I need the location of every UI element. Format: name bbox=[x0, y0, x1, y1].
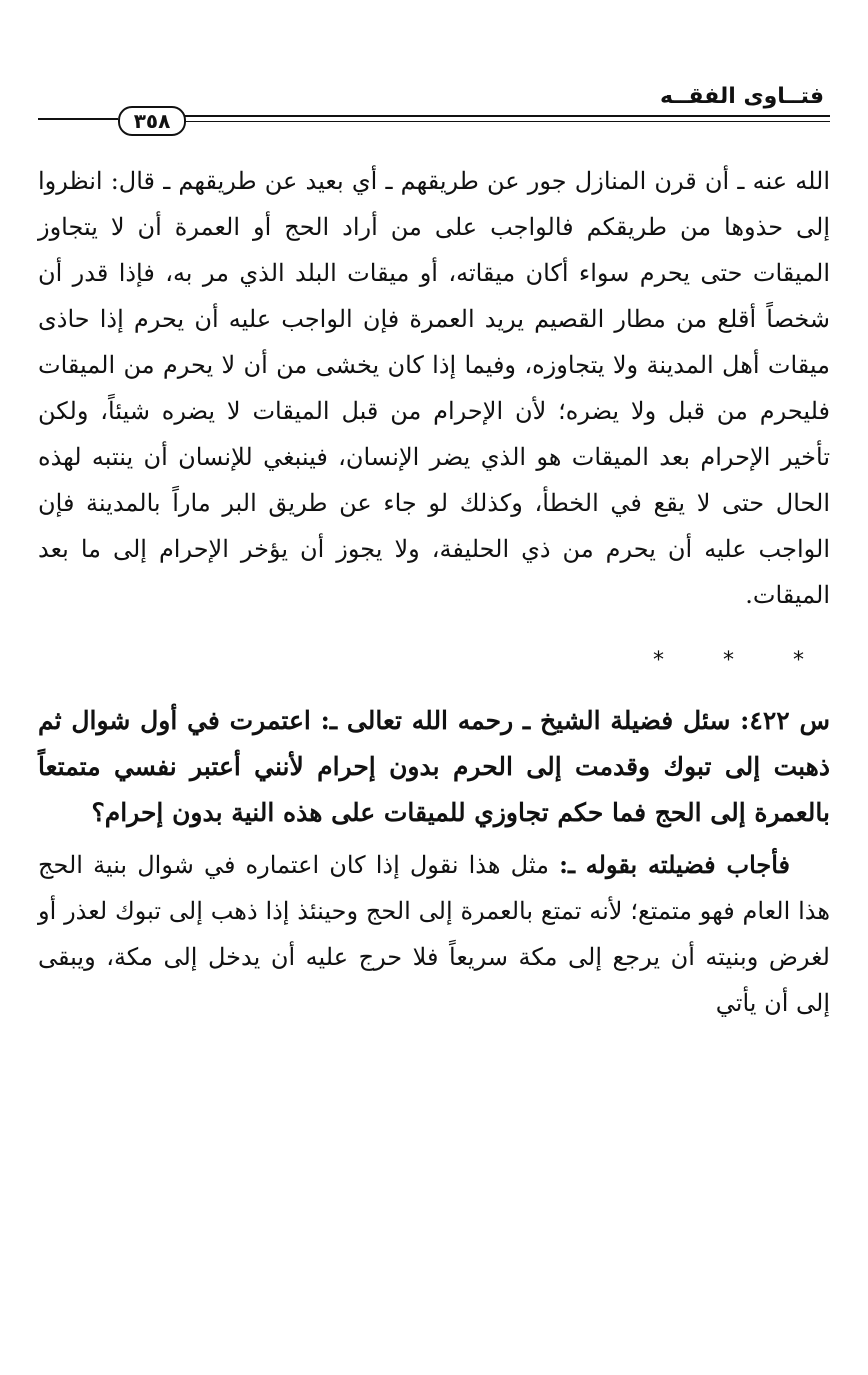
answer-paragraph bbox=[38, 842, 830, 1026]
page-header bbox=[38, 70, 830, 133]
header-rule bbox=[184, 115, 830, 117]
book-page bbox=[38, 70, 830, 1270]
page-body bbox=[38, 158, 830, 1026]
continuation-paragraph: الله عنه ـ أن قرن المنازل جور عن طريقهم ـ أي بعيد عن طريقهم ـ قال: انظروا إلى حذوها من طريقكم فالواجب على من أراد الحج أو العمرة أن لا يتجاوز الميقات حتى يحرم سواء أكان ميقاته، أو ميقات البلد الذي مر به، فإذا قدر أن شخصاً أقلع من مطار القصيم يريد العمرة فإن الواجب عليه أن يحرم إذا حاذى ميقات أهل المدينة ولا يتجاوزه، وفيما إذا كان يخشى من أن لا يحرم من الميقات فليحرم من قبل ولا يضره؛ لأن الإحرام من قبل الميقات لا يضره شيئاً، ولكن تأخير الإحرام بعد الميقات هو الذي يضر الإنسان، فينبغي للإنسان أن ينتبه لهذه الحال حتى لا يقع في الخطأ، وكذلك لو جاء عن طريق البر ماراً بالمدينة فإن الواجب عليه أن يحرم من ذي الحليفة، ولا يجوز أن يؤخر الإحرام إلى ما بعد الميقات. bbox=[38, 167, 831, 609]
answer-text: مثل هذا نقول إذا كان اعتماره في شوال بنية الحج هذا العام فهو متمتع؛ لأنه تمتع بالعمرة إلى الحج وحينئذ إذا ذهب إلى تبوك لعذر أو لغرض وبنيته أن يرجع إلى مكة سريعاً فلا حرج عليه أن يدخل إلى مكة، ويبقى إلى أن يأتي bbox=[38, 851, 830, 1017]
question-paragraph: س ٤٢٢: سئل فضيلة الشيخ ـ رحمه الله تعالى ـ: اعتمرت في أول شوال ثم ذهبت إلى تبوك وقدمت إلى الحرم بدون إحرام لأنني أعتبر نفسي متمتعاً بالعمرة إلى الحج فما حكم تجاوزي للميقات على هذه النية بدون إحرام؟ bbox=[38, 706, 830, 827]
header-rule-thin bbox=[184, 121, 830, 122]
page-number: ٣٥٨ bbox=[118, 106, 186, 136]
section-separator: * * * bbox=[653, 648, 830, 673]
header-rule-left bbox=[38, 118, 118, 120]
running-title: فتــاوى الفقــه bbox=[659, 84, 824, 109]
answer-lead: فأجاب فضيلته بقوله ـ: bbox=[559, 850, 791, 879]
